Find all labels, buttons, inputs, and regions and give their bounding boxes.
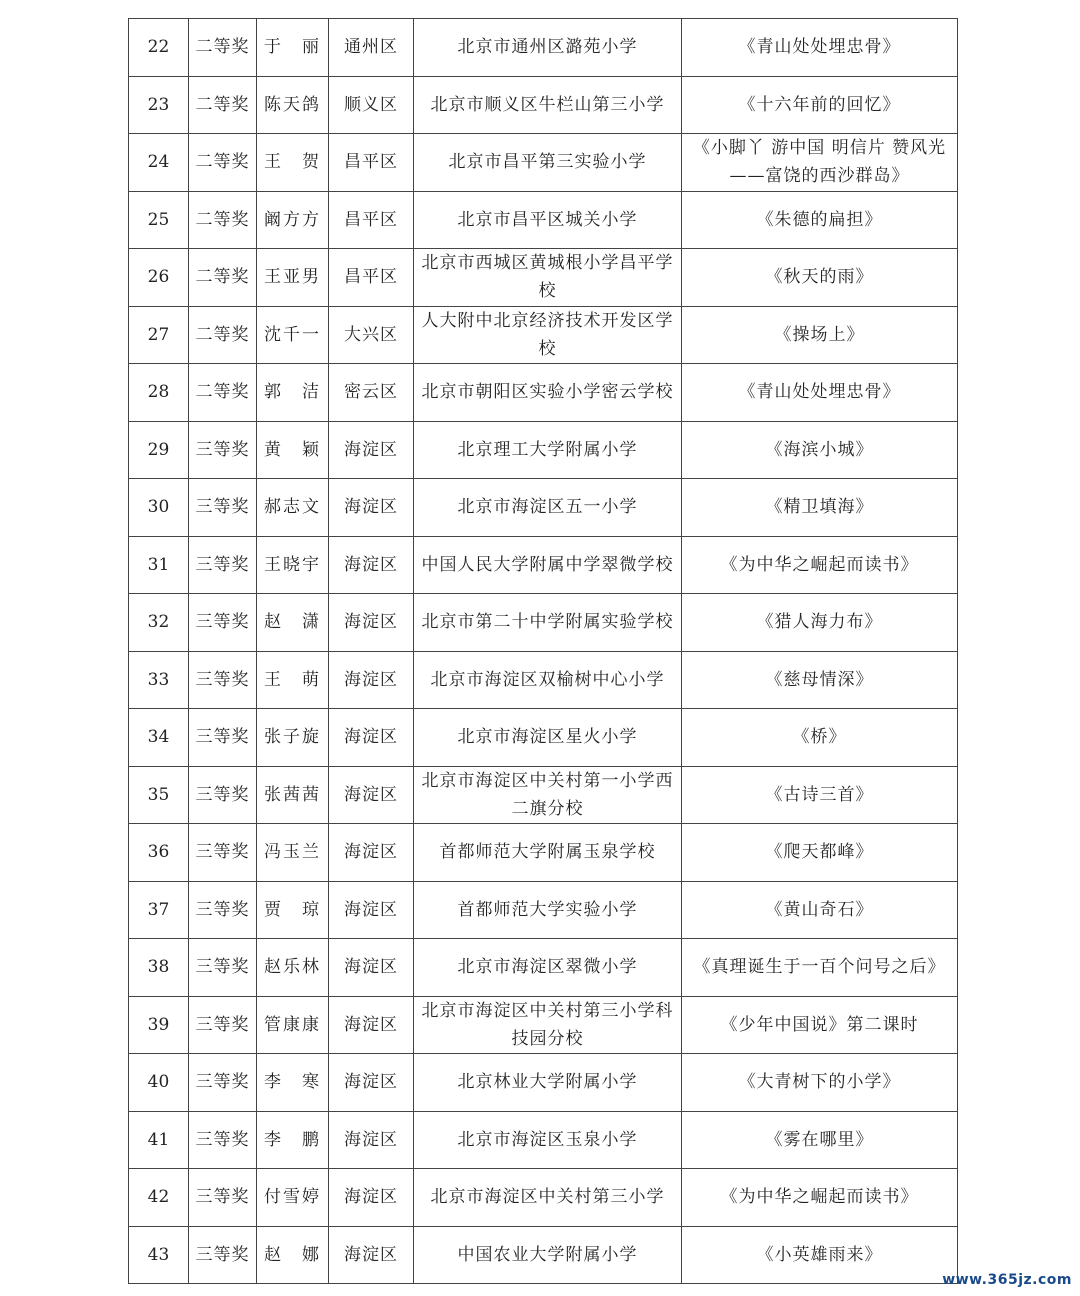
school-name: 首都师范大学实验小学 (414, 881, 682, 939)
district: 海淀区 (329, 881, 414, 939)
award-level: 二等奖 (189, 134, 257, 192)
row-number: 26 (129, 249, 189, 307)
lesson-title: 《黄山奇石》 (682, 881, 958, 939)
school-name: 北京市海淀区玉泉小学 (414, 1111, 682, 1169)
district: 大兴区 (329, 306, 414, 364)
teacher-name: 黄 颖 (257, 421, 329, 479)
award-level: 三等奖 (189, 594, 257, 652)
row-number: 38 (129, 939, 189, 997)
row-number: 37 (129, 881, 189, 939)
row-number: 35 (129, 766, 189, 824)
award-level: 二等奖 (189, 364, 257, 422)
table-row (129, 766, 958, 824)
lesson-title: 《秋天的雨》 (682, 249, 958, 307)
table-row (129, 939, 958, 997)
award-level: 三等奖 (189, 1054, 257, 1112)
row-number: 31 (129, 536, 189, 594)
award-level: 三等奖 (189, 824, 257, 882)
site-watermark: www.365jz.com (942, 1272, 1072, 1288)
row-number: 41 (129, 1111, 189, 1169)
row-number: 28 (129, 364, 189, 422)
teacher-name: 冯玉兰 (257, 824, 329, 882)
district: 海淀区 (329, 1054, 414, 1112)
awards-table-body (129, 19, 958, 1284)
lesson-title: 《朱德的扁担》 (682, 191, 958, 249)
teacher-name: 陈天鸽 (257, 76, 329, 134)
lesson-title: 《真理诞生于一百个问号之后》 (682, 939, 958, 997)
teacher-name: 于 丽 (257, 19, 329, 77)
lesson-title: 《青山处处埋忠骨》 (682, 19, 958, 77)
school-name: 北京市朝阳区实验小学密云学校 (414, 364, 682, 422)
district: 海淀区 (329, 421, 414, 479)
row-number: 40 (129, 1054, 189, 1112)
table-row (129, 996, 958, 1054)
award-level: 三等奖 (189, 709, 257, 767)
lesson-title: 《操场上》 (682, 306, 958, 364)
row-number: 29 (129, 421, 189, 479)
row-number: 27 (129, 306, 189, 364)
school-name: 首都师范大学附属玉泉学校 (414, 824, 682, 882)
teacher-name: 王 萌 (257, 651, 329, 709)
teacher-name: 贾 琼 (257, 881, 329, 939)
teacher-name: 阚方方 (257, 191, 329, 249)
teacher-name: 王晓宇 (257, 536, 329, 594)
district: 顺义区 (329, 76, 414, 134)
table-row (129, 1054, 958, 1112)
table-row (129, 306, 958, 364)
school-name: 北京市海淀区中关村第三小学 (414, 1169, 682, 1227)
table-row (129, 19, 958, 77)
award-level: 三等奖 (189, 939, 257, 997)
school-name: 北京理工大学附属小学 (414, 421, 682, 479)
award-level: 三等奖 (189, 1169, 257, 1227)
teacher-name: 管康康 (257, 996, 329, 1054)
teacher-name: 赵 潇 (257, 594, 329, 652)
table-row (129, 421, 958, 479)
lesson-title: 《小脚丫 游中国 明信片 赞风光——富饶的西沙群岛》 (682, 134, 958, 192)
table-row (129, 594, 958, 652)
row-number: 36 (129, 824, 189, 882)
row-number: 34 (129, 709, 189, 767)
table-row (129, 881, 958, 939)
district: 海淀区 (329, 1111, 414, 1169)
school-name: 北京市海淀区翠微小学 (414, 939, 682, 997)
table-row (129, 134, 958, 192)
lesson-title: 《雾在哪里》 (682, 1111, 958, 1169)
row-number: 22 (129, 19, 189, 77)
award-level: 三等奖 (189, 651, 257, 709)
district: 通州区 (329, 19, 414, 77)
table-row (129, 651, 958, 709)
district: 海淀区 (329, 594, 414, 652)
lesson-title: 《小英雄雨来》 (682, 1226, 958, 1284)
table-row (129, 76, 958, 134)
table-row (129, 536, 958, 594)
teacher-name: 张茜茜 (257, 766, 329, 824)
table-row (129, 1169, 958, 1227)
award-level: 二等奖 (189, 19, 257, 77)
lesson-title: 《精卫填海》 (682, 479, 958, 537)
table-row (129, 249, 958, 307)
school-name: 北京林业大学附属小学 (414, 1054, 682, 1112)
lesson-title: 《少年中国说》第二课时 (682, 996, 958, 1054)
award-level: 二等奖 (189, 76, 257, 134)
teacher-name: 王 贺 (257, 134, 329, 192)
table-row (129, 1111, 958, 1169)
district: 海淀区 (329, 651, 414, 709)
awards-table (128, 18, 958, 1284)
award-level: 三等奖 (189, 1226, 257, 1284)
lesson-title: 《古诗三首》 (682, 766, 958, 824)
district: 海淀区 (329, 709, 414, 767)
table-row (129, 191, 958, 249)
lesson-title: 《青山处处埋忠骨》 (682, 364, 958, 422)
award-level: 三等奖 (189, 421, 257, 479)
row-number: 32 (129, 594, 189, 652)
school-name: 北京市昌平区城关小学 (414, 191, 682, 249)
row-number: 39 (129, 996, 189, 1054)
award-level: 三等奖 (189, 1111, 257, 1169)
award-level: 三等奖 (189, 996, 257, 1054)
lesson-title: 《海滨小城》 (682, 421, 958, 479)
table-row (129, 709, 958, 767)
district: 海淀区 (329, 766, 414, 824)
district: 昌平区 (329, 191, 414, 249)
row-number: 23 (129, 76, 189, 134)
district: 昌平区 (329, 134, 414, 192)
school-name: 北京市海淀区中关村第三小学科技园分校 (414, 996, 682, 1054)
school-name: 北京市顺义区牛栏山第三小学 (414, 76, 682, 134)
teacher-name: 赵乐林 (257, 939, 329, 997)
teacher-name: 沈千一 (257, 306, 329, 364)
lesson-title: 《猎人海力布》 (682, 594, 958, 652)
school-name: 北京市海淀区五一小学 (414, 479, 682, 537)
district: 海淀区 (329, 1226, 414, 1284)
award-level: 二等奖 (189, 306, 257, 364)
school-name: 人大附中北京经济技术开发区学校 (414, 306, 682, 364)
school-name: 中国农业大学附属小学 (414, 1226, 682, 1284)
award-level: 三等奖 (189, 766, 257, 824)
teacher-name: 赵 娜 (257, 1226, 329, 1284)
lesson-title: 《为中华之崛起而读书》 (682, 1169, 958, 1227)
district: 海淀区 (329, 1169, 414, 1227)
award-level: 三等奖 (189, 479, 257, 537)
school-name: 中国人民大学附属中学翠微学校 (414, 536, 682, 594)
teacher-name: 王亚男 (257, 249, 329, 307)
row-number: 24 (129, 134, 189, 192)
award-level: 三等奖 (189, 536, 257, 594)
school-name: 北京市西城区黄城根小学昌平学校 (414, 249, 682, 307)
district: 海淀区 (329, 996, 414, 1054)
lesson-title: 《爬天都峰》 (682, 824, 958, 882)
school-name: 北京市通州区潞苑小学 (414, 19, 682, 77)
teacher-name: 李 寒 (257, 1054, 329, 1112)
district: 昌平区 (329, 249, 414, 307)
award-level: 二等奖 (189, 249, 257, 307)
district: 海淀区 (329, 536, 414, 594)
district: 海淀区 (329, 824, 414, 882)
teacher-name: 李 鹏 (257, 1111, 329, 1169)
teacher-name: 郭 洁 (257, 364, 329, 422)
lesson-title: 《慈母情深》 (682, 651, 958, 709)
lesson-title: 《十六年前的回忆》 (682, 76, 958, 134)
table-row (129, 824, 958, 882)
row-number: 43 (129, 1226, 189, 1284)
award-level: 二等奖 (189, 191, 257, 249)
row-number: 25 (129, 191, 189, 249)
row-number: 42 (129, 1169, 189, 1227)
lesson-title: 《大青树下的小学》 (682, 1054, 958, 1112)
district: 海淀区 (329, 939, 414, 997)
school-name: 北京市昌平第三实验小学 (414, 134, 682, 192)
table-row (129, 364, 958, 422)
teacher-name: 张子旋 (257, 709, 329, 767)
lesson-title: 《桥》 (682, 709, 958, 767)
lesson-title: 《为中华之崛起而读书》 (682, 536, 958, 594)
school-name: 北京市第二十中学附属实验学校 (414, 594, 682, 652)
district: 密云区 (329, 364, 414, 422)
district: 海淀区 (329, 479, 414, 537)
school-name: 北京市海淀区双榆树中心小学 (414, 651, 682, 709)
teacher-name: 郝志文 (257, 479, 329, 537)
award-level: 三等奖 (189, 881, 257, 939)
school-name: 北京市海淀区中关村第一小学西二旗分校 (414, 766, 682, 824)
teacher-name: 付雪婷 (257, 1169, 329, 1227)
table-row (129, 1226, 958, 1284)
school-name: 北京市海淀区星火小学 (414, 709, 682, 767)
row-number: 33 (129, 651, 189, 709)
row-number: 30 (129, 479, 189, 537)
table-row (129, 479, 958, 537)
